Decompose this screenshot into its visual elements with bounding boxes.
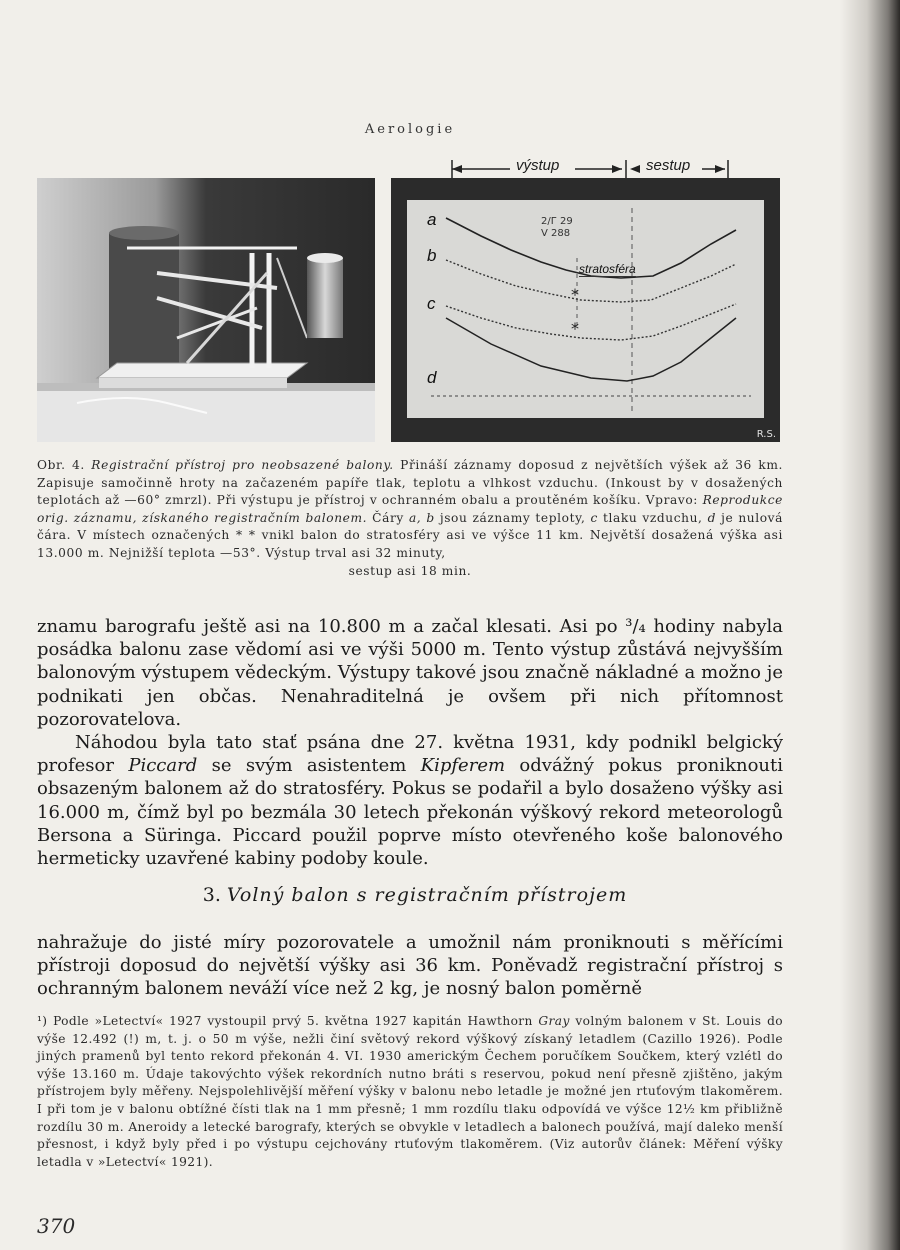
caption-title: Registrační přístroj pro neobsazené balony. [91,458,394,472]
caption-italic-4: c [590,510,598,525]
ascent-descent-label [440,152,740,180]
body-text-upper [37,615,783,870]
caption-text-5: je nulová čára. V místech označených * * vnikl balon do stratosféry asi ve výšce 11 km. Největší dosažená výška asi 13.000 m. Nejnižší teplota —53°. Výstup trval asi 32 minuty, [37,510,784,560]
stratosphere-label: stratosféra [579,262,636,276]
trace-label-c: c [427,294,436,313]
label-sestup: sestup [646,157,691,174]
instrument-illustration [37,178,375,442]
section-heading [0,884,830,906]
trace-label-a: a [427,210,437,229]
paragraph-1: znamu barografu ještě asi na 10.800 m a začal klesati. Asi po ³/₄ hodiny nabyla posádka balonu zase vědomí asi ve výši 5000 m. Tento výstup zůstává nejvyšším balonovým výstupem vědeckým. Výstupy takové jsou značně nákladné a možno je podnikati jen občas. Nenahraditelná je ovšem při nich přítomnost pozorovatelova. [37,616,783,730]
paragraph-2-part-c: odvážný pokus proniknouti obsazeným balonem až do stratosféry. Pokus se podařil a bylo dosaženo výšky asi 16.000 m, čímž byl po bezmála 30 letech překonán výškový rekord meteorologů Bersona a Süringa. Piccard použil poprve místo otevřeného koše balonového hermeticky uzavřené kabiny podoby koule. [37,755,784,870]
section-number: 3. [202,884,227,906]
running-head: Aerologie [364,122,456,137]
figure-caption [37,457,783,580]
trace-label-d: d [427,368,437,387]
footnote [37,1013,783,1171]
body-text-lower [37,931,783,1001]
footnote-part-a: ¹) Podle »Letectví« 1927 vystoupil prvý 5. května 1927 kapitán Hawthorn [37,1014,539,1028]
svg-text:*: * [571,319,579,338]
caption-text-2: Čáry [367,510,409,525]
caption-italic-2: Reprodukce orig. záznamu, získaného registračním balonem. [37,493,783,525]
section-title: Volný balon s registračním přístrojem [226,884,628,906]
caption-italic-5: d [707,510,716,525]
caption-text-4: tlaku vzduchu, [597,510,708,525]
photo-credit-rs: R.S. [756,429,776,440]
instrument-photo [37,178,375,442]
paragraph-2-part-b: se svým asistentem [197,755,421,777]
name-kipfer: Kipferem [420,755,506,777]
barogram-record-image [391,178,780,442]
caption-prefix: Obr. 4. [37,458,92,472]
label-vystup: výstup [516,157,560,174]
paragraph-2-part-a: Náhodou byla tato stať psána dne 27. května 1931, kdy podnikl belgický profesor [37,732,783,777]
footnote-name-gray: Gray [538,1014,570,1028]
trace-label-b: b [427,246,437,265]
page-number: 370 [37,1214,76,1238]
paragraph-3: nahražuje do jisté míry pozorovatele a umožnil nám proniknouti s měřícími přístroji doposud do největší výšky asi 36 km. Poněvadž registrační přístroj s ochranným balonem neváží více než 2 kg, je nosný balon poměrně [37,932,783,1000]
caption-last-line: sestup asi 18 min. [348,563,472,578]
caption-text-3: jsou záznamy teploty, [434,510,591,525]
caption-italic-3: a, b [408,510,435,525]
paragraph-2 [37,731,783,870]
svg-text:*: * [571,285,579,304]
barogram-traces [391,178,780,442]
book-binding-shadow [840,0,900,1250]
handwritten-note: 2/Г 29 V 288 [541,216,573,239]
name-piccard: Piccard [128,755,198,777]
footnote-part-b: volným balonem v St. Louis do výše 12.492 (!) m, t. j. o 50 m výše, nežli činí světový rekord výškový získaný letadlem (Cazillo 1926). Podle jiných pramenů byl tento rekord překonán 4. VI. 1930 americkým Čechem poručíkem Součkem, který vzlétl do výše 13.160 m. Údaje takovýchto výšek rekordních nutno bráti s reservou, pokud není přesně zjištěno, jakým přístrojem byly měřeny. Nejspolehlivější měření výšky v balonu nebo letadle je možné jen rtuťovým tlakoměrem. I při tom je v balonu obtížné čísti tlak na 1 mm přesně; 1 mm rozdílu tlaku odpovídá ve výšce 12½ km přibližně rozdílu 30 m. Aneroidy a letecké barografy, kterých se obvykle v letadlech a balonech používá, mají daleko menší přesnost, i když byly před i po výstupu cejchovány rtuťovým tlakoměrem. (Viz autorův článek: Měření výšky letadla v »Letectví« 1921). [37,1014,784,1169]
caption-text-1: Přináší záznamy doposud z největších výšek až 36 km. Zapisuje samočinně hroty na začazeném papíře tlak, teplotu a vlhkost vzduchu. (Inkoust by v dosažených teplotách až —60° zmrzl). Při výstupu je přístroj v ochranném obalu a proutěném košíku. Vpravo: [37,458,783,508]
